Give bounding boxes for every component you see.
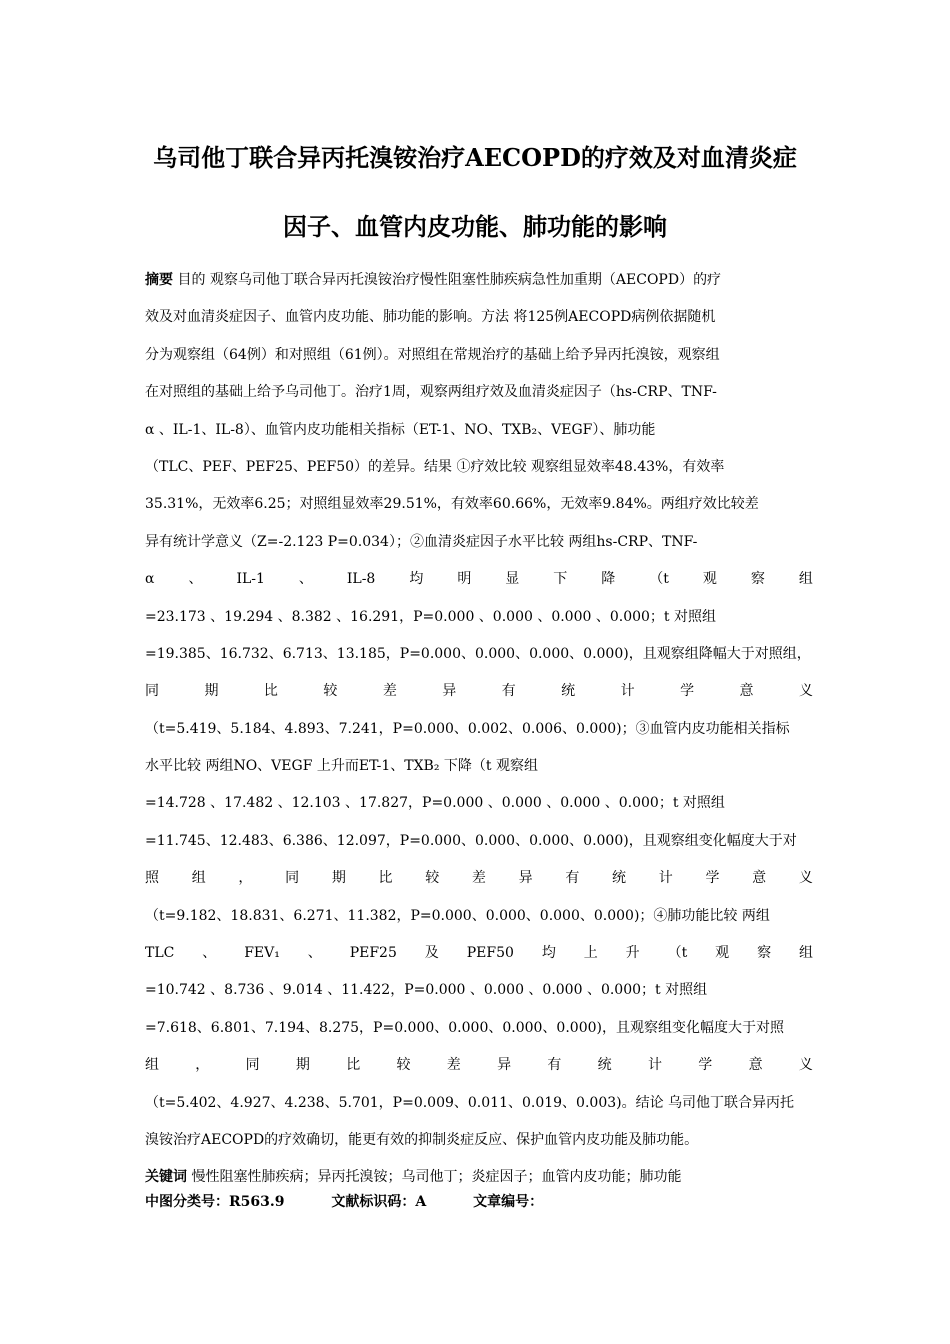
spread-token: 、 [202,945,217,962]
spread-token: ， [238,870,253,887]
spread-token: 统 [561,683,576,700]
spread-token: 较 [323,683,338,700]
spread-token: 期 [295,1057,310,1074]
document-code: 文献标识码：A [331,1194,427,1210]
spread-token: 观 [715,945,730,962]
abstract-line: （t=9.182、18.831、6.271、11.382，P=0.000、0.000、0.000、0.000)；④肺功能比较 两组 [145,907,770,924]
abstract-line: 水平比较 两组NO、VEGF 上升而ET-1、TXB₂ 下降（t 观察组 [145,758,538,775]
spread-token: 有 [547,1057,562,1074]
spread-token: 、 [307,945,322,962]
abstract-label: 摘要 [145,272,173,288]
abstract-line: 溴铵治疗AECOPD的疗效确切，能更有效的抑制炎症反应、保护血管内皮功能及肺功能。 [145,1131,699,1148]
spread-token: IL-8 [346,571,376,588]
abstract-line: =7.618、6.801、7.194、8.275，P=0.000、0.000、0.000、0.000)，且观察组变化幅度大于对照 [145,1019,784,1036]
keywords-label: 关键词 [145,1169,187,1186]
spread-token: 计 [620,683,635,700]
spread-token: 均 [541,945,556,962]
spread-token: ， [195,1057,210,1074]
article-number: 文章编号： [473,1194,544,1210]
spread-token: 及 [424,945,439,962]
abstract-line: （TLC、PEF、PEF25、PEF50）的差异。结果 ①疗效比较 观察组显效率48.43%，有效率 [145,458,725,475]
spread-token: 义 [798,683,813,700]
spread-token: （t [649,571,669,588]
classification-line [145,1191,585,1211]
abstract-line: 35.31%，无效率6.25；对照组显效率29.51%，有效率60.66%，无效率9.84%。两组疗效比较差 [145,496,759,513]
spread-token: 差 [471,870,486,887]
spread-token: 统 [597,1057,612,1074]
abstract-spread-line [145,1047,813,1084]
abstract-spread-line [145,561,813,598]
abstract-spread-line [145,860,813,897]
spread-token: 同 [285,870,300,887]
spread-token: 计 [647,1057,662,1074]
clc-number: 中图分类号：R563.9 [145,1194,285,1210]
abstract-spread-line [145,935,813,972]
spread-token: FEV₁ [244,945,280,962]
paper-title-line-1: 乌司他丁联合异丙托溴铵治疗AECOPD的疗效及对血清炎症 [153,143,797,172]
spread-token: 较 [425,870,440,887]
spread-token: 观 [702,571,717,588]
spread-token: 明 [457,571,472,588]
abstract-line: =11.745、12.483、6.386、12.097，P=0.000、0.000、0.000、0.000)，且观察组变化幅度大于对 [145,832,797,849]
spread-token: 计 [658,870,673,887]
spread-token: 较 [396,1057,411,1074]
spread-token: TLC [145,945,175,962]
abstract-line: （t=5.402、4.927、4.238、5.701，P=0.009、0.011、0.019、0.003)。结论 乌司他丁联合异丙托 [145,1094,795,1111]
spread-token: IL-1 [236,571,265,588]
spread-token: 学 [698,1057,713,1074]
spread-token: （t [667,945,688,962]
spread-token: 有 [565,870,580,887]
spread-token: 期 [204,683,219,700]
spread-token: 异 [518,870,533,887]
spread-token: 、 [298,571,313,588]
abstract-line [145,262,813,299]
abstract-line: 在对照组的基础上给予乌司他丁。治疗1周，观察两组疗效及血清炎症因子（hs-CRP、TNF- [145,384,717,401]
abstract-line: =19.385、16.732、6.713、13.185，P=0.000、0.000、0.000、0.000)，且观察组降幅大于对照组， [145,645,811,662]
spread-token: 显 [505,571,520,588]
spread-token: 比 [378,870,393,887]
abstract-body [145,262,813,1197]
abstract-line: =10.742 、8.736 、9.014 、11.422，P=0.000 、0.000 、0.000 、0.000；t 对照组 [145,982,708,999]
spread-token: 察 [750,571,765,588]
abstract-line: 效及对血清炎症因子、血管内皮功能、肺功能的影响。方法 将125例AECOPD病例依据随机 [145,309,716,326]
abstract-line: （t=5.419、5.184、4.893、7.241，P=0.000、0.002、0.006、0.000)；③血管内皮功能相关指标 [145,720,790,737]
spread-token: 、 [188,571,203,588]
spread-token: 统 [612,870,627,887]
abstract-line: =23.173 、19.294 、8.382 、16.291，P=0.000 、0.000 、0.000 、0.000；t 对照组 [145,608,717,625]
spread-token: 组 [798,571,813,588]
abstract-line: =14.728 、17.482 、12.103 、17.827，P=0.000 、0.000 、0.000 、0.000；t 对照组 [145,795,725,812]
spread-token: 异 [497,1057,512,1074]
abstract-spread-line [145,673,813,710]
spread-token: 降 [601,571,616,588]
spread-token: 有 [501,683,516,700]
spread-token: 意 [739,683,754,700]
spread-token: 照 [145,870,159,887]
spread-token: 均 [409,571,424,588]
spread-token: PEF25 [349,945,397,962]
spread-token: 学 [705,870,720,887]
spread-token: 期 [331,870,346,887]
spread-token: 察 [757,945,772,962]
paper-title-line-2: 因子、血管内皮功能、肺功能的影响 [283,212,667,241]
spread-token: 升 [625,945,640,962]
spread-token: 义 [798,1057,813,1074]
spread-token: 差 [382,683,397,700]
spread-token: 比 [263,683,278,700]
spread-token: 意 [752,870,767,887]
abstract-line: 异有统计学意义（Z=-2.123 P=0.034）；②血清炎症因子水平比较 两组hs-CRP、TNF- [145,533,698,550]
abstract-line: α 、IL-1、IL-8）、血管内皮功能相关指标（ET-1、NO、TXB₂、VEGF）、肺功能 [145,421,656,438]
spread-token: 同 [145,683,159,700]
spread-token: 组 [798,945,813,962]
spread-token: 组 [191,870,206,887]
spread-token: 组 [145,1057,159,1074]
spread-token: α [145,571,155,588]
spread-token: 差 [446,1057,461,1074]
spread-token: 异 [442,683,457,700]
spread-token: 下 [553,571,568,588]
abstract-text: 目的 观察乌司他丁联合异丙托溴铵治疗慢性阻塞性肺疾病急性加重期（AECOPD）的疗 [173,272,722,288]
keywords-text: 慢性阻塞性肺疾病；异丙托溴铵；乌司他丁；炎症因子；血管内皮功能；肺功能 [187,1169,682,1186]
spread-token: PEF50 [466,945,514,962]
spread-token: 上 [583,945,598,962]
spread-token: 义 [798,870,813,887]
abstract-line: 分为观察组（64例）和对照组（61例）。对照组在常规治疗的基础上给予异丙托溴铵，观察组 [145,346,720,363]
spread-token: 学 [680,683,695,700]
spread-token: 同 [245,1057,260,1074]
spread-token: 比 [346,1057,361,1074]
spread-token: 意 [748,1057,763,1074]
